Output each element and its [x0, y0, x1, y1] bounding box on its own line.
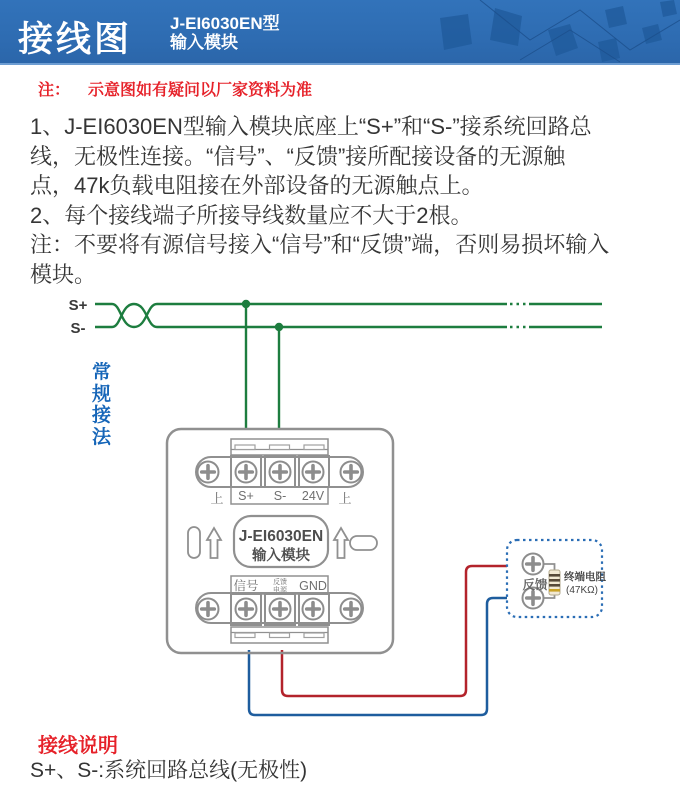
footer-heading: 接线说明	[38, 735, 118, 757]
module-top-terminals	[196, 456, 363, 506]
terminal-label-gnd: GND	[299, 579, 327, 593]
model-name: J-EI6030EN型	[170, 14, 280, 33]
footer-legend-line: S+、S-:系统回路总线(无极性)	[30, 759, 308, 782]
instruction-line: 注：不要将有源信号接入“信号”和“反馈”端，否则易损坏输入	[30, 232, 610, 257]
resistor-value-label: (47KΩ)	[566, 585, 598, 596]
orientation-arrow-left	[207, 528, 221, 558]
loop-bus-wires	[95, 300, 602, 430]
terminal-label-mount-right: 上	[338, 491, 352, 506]
product-name: 输入模块	[170, 33, 238, 52]
screw-terminal	[341, 462, 362, 483]
instruction-line: 模块。	[30, 261, 97, 287]
bus-splus-label: S+	[68, 297, 88, 314]
note-prefix: 注：	[38, 82, 71, 99]
module-bottom-connector	[231, 627, 328, 643]
instruction-line: 线，无极性连接。“信号”、“反馈”接所配接设备的无源触	[30, 143, 566, 169]
wiring-instructions	[30, 112, 675, 289]
module-top-connector	[231, 439, 328, 455]
screw-terminal	[341, 599, 362, 620]
wiring-diagram	[0, 285, 680, 735]
disclaimer-note	[38, 77, 312, 100]
screw-terminal	[198, 462, 219, 483]
terminal-label-feedback: 反馈	[273, 579, 287, 586]
slot-left	[188, 527, 200, 558]
bus-splus-wire	[95, 304, 507, 327]
screw-terminal-signal	[236, 599, 257, 620]
terminal-label-splus: S+	[238, 489, 254, 503]
bus-sminus-wire	[95, 304, 507, 327]
terminal-label-power: 电源	[273, 587, 287, 594]
screw-terminal-feedback-top	[523, 554, 544, 575]
bus-sminus-label: S-	[70, 320, 86, 337]
screw-terminal	[198, 599, 219, 620]
header-banner	[0, 0, 680, 65]
screw-terminal-gnd	[303, 599, 324, 620]
terminal-resistor	[549, 570, 560, 595]
instruction-line: 2、每个接线端子所接导线数量应不大于2根。	[30, 202, 473, 228]
terminal-label-signal: 信号	[233, 579, 259, 593]
page-title: 接线图	[18, 20, 133, 59]
screw-terminal-sminus	[270, 462, 291, 483]
module-nameplate	[188, 516, 377, 567]
module-type-text: 输入模块	[252, 548, 310, 564]
slot-right	[350, 536, 377, 550]
terminal-label-mount-left: 上	[210, 491, 224, 506]
terminal-label-sminus: S-	[273, 489, 287, 503]
orientation-arrow-right	[334, 528, 348, 558]
instruction-line: 1、J-EI6030EN型输入模块底座上“S+”和“S-”接系统回路总	[30, 114, 592, 139]
screw-terminal-feedback-power	[270, 599, 291, 620]
signal-wire-blue	[249, 598, 522, 715]
screw-terminal-splus	[236, 462, 257, 483]
header-subtitle	[170, 14, 280, 52]
module-model-text: J-EI6030EN	[238, 528, 324, 545]
resistor-name-label: 终端电阻	[564, 571, 606, 583]
input-module	[167, 429, 393, 653]
module-bottom-terminals	[196, 576, 363, 625]
screw-terminal-24v	[303, 462, 324, 483]
note-text: 示意图如有疑问以厂家资料为准	[88, 82, 313, 99]
feedback-terminal-box	[507, 540, 606, 617]
wiring-method-label: 常规接法	[91, 362, 111, 448]
terminal-label-24v: 24V	[301, 489, 325, 503]
instruction-line: 点，47k负载电阻接在外部设备的无源触点上。	[30, 173, 484, 198]
feedback-label: 反馈	[522, 578, 548, 592]
header-decoration-cubes	[420, 0, 680, 65]
